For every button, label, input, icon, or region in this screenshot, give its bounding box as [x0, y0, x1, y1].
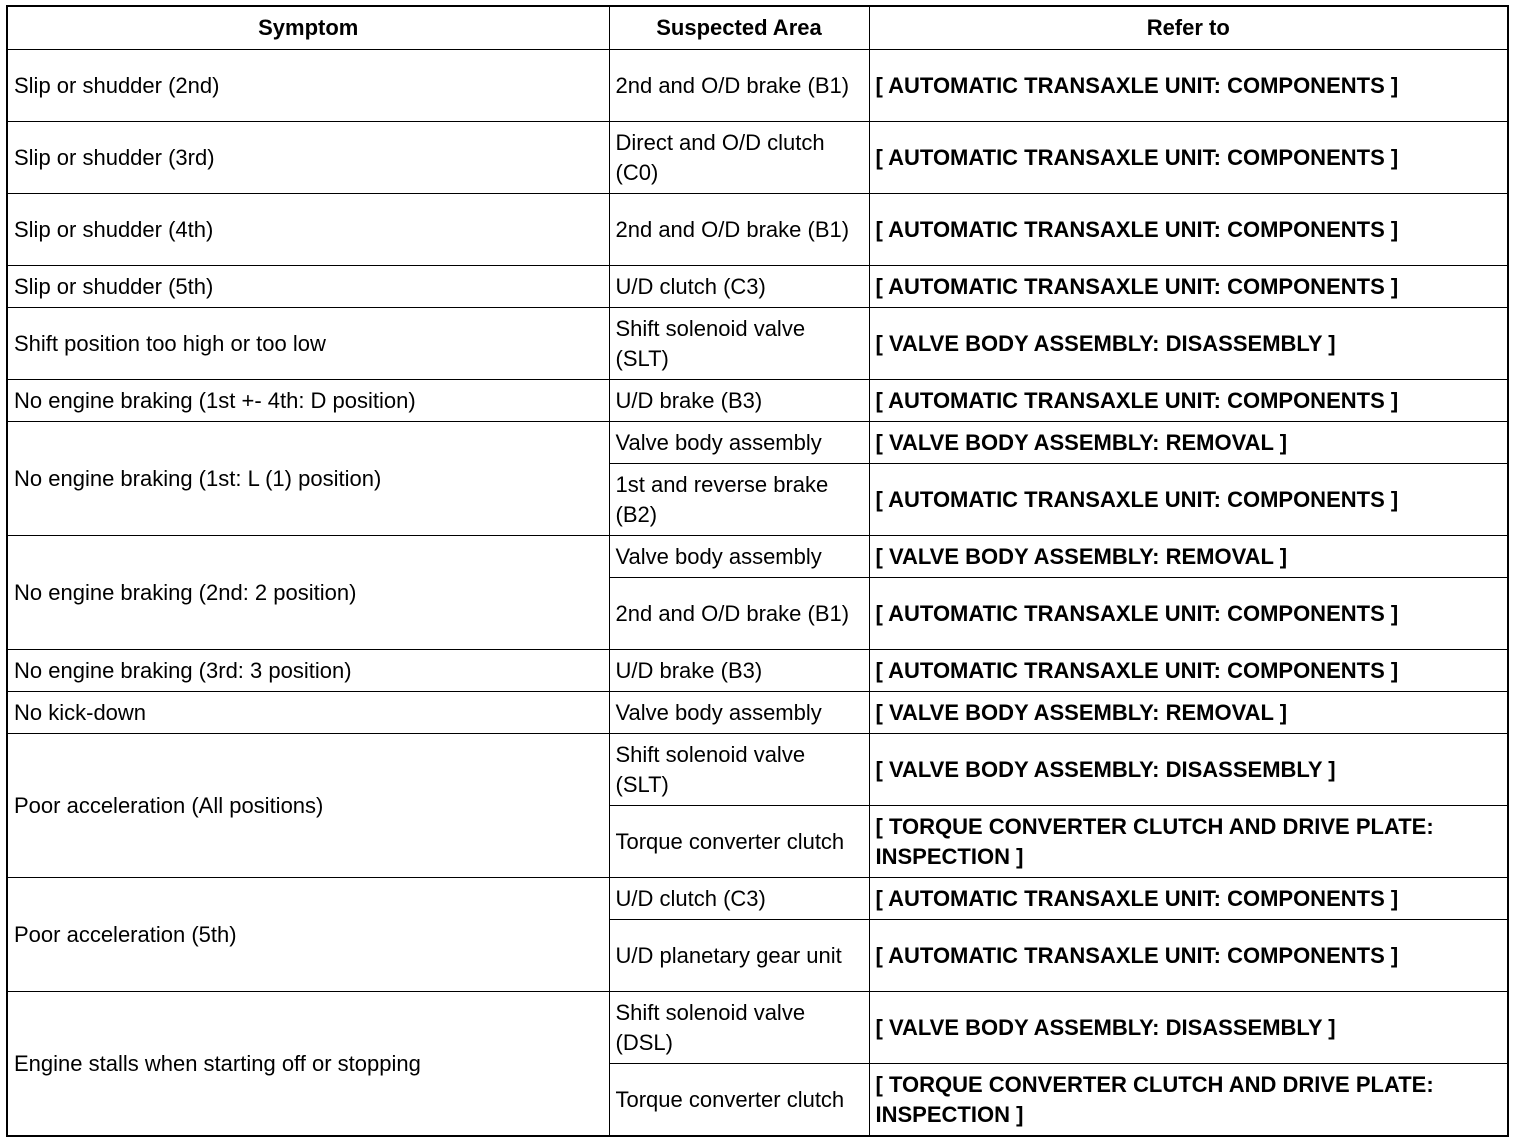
suspected-area-cell: Torque converter clutch	[609, 1064, 869, 1137]
refer-to-link[interactable]: [ AUTOMATIC TRANSAXLE UNIT: COMPONENTS ]	[869, 50, 1508, 122]
symptom-cell: Shift position too high or too low	[7, 308, 609, 380]
header-suspected-area: Suspected Area	[609, 6, 869, 50]
refer-to-link[interactable]: [ AUTOMATIC TRANSAXLE UNIT: COMPONENTS ]	[869, 194, 1508, 266]
symptom-cell: No engine braking (1st: L (1) position)	[7, 422, 609, 536]
refer-to-link[interactable]: [ VALVE BODY ASSEMBLY: DISASSEMBLY ]	[869, 992, 1508, 1064]
table-row	[7, 50, 1508, 122]
table-row	[7, 692, 1508, 734]
suspected-area-cell: U/D brake (B3)	[609, 650, 869, 692]
suspected-area-cell: 2nd and O/D brake (B1)	[609, 578, 869, 650]
suspected-area-cell: U/D planetary gear unit	[609, 920, 869, 992]
table-row	[7, 380, 1508, 422]
suspected-area-cell: 2nd and O/D brake (B1)	[609, 50, 869, 122]
symptom-cell: Slip or shudder (5th)	[7, 266, 609, 308]
suspected-area-cell: U/D brake (B3)	[609, 380, 869, 422]
symptom-cell: Engine stalls when starting off or stopping	[7, 992, 609, 1137]
refer-to-link[interactable]: [ TORQUE CONVERTER CLUTCH AND DRIVE PLATE: INSPECTION ]	[869, 1064, 1508, 1137]
suspected-area-cell: Valve body assembly	[609, 692, 869, 734]
troubleshooting-table	[6, 5, 1509, 1137]
suspected-area-cell: 2nd and O/D brake (B1)	[609, 194, 869, 266]
symptom-cell: Slip or shudder (2nd)	[7, 50, 609, 122]
suspected-area-cell: U/D clutch (C3)	[609, 878, 869, 920]
header-row	[7, 6, 1508, 50]
symptom-cell: Poor acceleration (5th)	[7, 878, 609, 992]
symptom-cell: Poor acceleration (All positions)	[7, 734, 609, 878]
refer-to-link[interactable]: [ VALVE BODY ASSEMBLY: DISASSEMBLY ]	[869, 308, 1508, 380]
symptom-cell: No engine braking (2nd: 2 position)	[7, 536, 609, 650]
table-body	[7, 50, 1508, 1137]
table-row	[7, 308, 1508, 380]
refer-to-link[interactable]: [ AUTOMATIC TRANSAXLE UNIT: COMPONENTS ]	[869, 266, 1508, 308]
refer-to-link[interactable]: [ AUTOMATIC TRANSAXLE UNIT: COMPONENTS ]	[869, 122, 1508, 194]
suspected-area-cell: Torque converter clutch	[609, 806, 869, 878]
suspected-area-cell: Shift solenoid valve (SLT)	[609, 734, 869, 806]
refer-to-link[interactable]: [ VALVE BODY ASSEMBLY: REMOVAL ]	[869, 536, 1508, 578]
table-row	[7, 194, 1508, 266]
refer-to-link[interactable]: [ VALVE BODY ASSEMBLY: REMOVAL ]	[869, 692, 1508, 734]
table-row	[7, 992, 1508, 1064]
symptom-cell: No engine braking (3rd: 3 position)	[7, 650, 609, 692]
symptom-cell: No kick-down	[7, 692, 609, 734]
suspected-area-cell: Valve body assembly	[609, 536, 869, 578]
refer-to-link[interactable]: [ TORQUE CONVERTER CLUTCH AND DRIVE PLATE: INSPECTION ]	[869, 806, 1508, 878]
refer-to-link[interactable]: [ AUTOMATIC TRANSAXLE UNIT: COMPONENTS ]	[869, 878, 1508, 920]
suspected-area-cell: U/D clutch (C3)	[609, 266, 869, 308]
table-row	[7, 122, 1508, 194]
symptom-cell: Slip or shudder (4th)	[7, 194, 609, 266]
table-row	[7, 266, 1508, 308]
suspected-area-cell: Direct and O/D clutch (C0)	[609, 122, 869, 194]
refer-to-link[interactable]: [ VALVE BODY ASSEMBLY: DISASSEMBLY ]	[869, 734, 1508, 806]
refer-to-link[interactable]: [ AUTOMATIC TRANSAXLE UNIT: COMPONENTS ]	[869, 380, 1508, 422]
suspected-area-cell: Shift solenoid valve (SLT)	[609, 308, 869, 380]
refer-to-link[interactable]: [ AUTOMATIC TRANSAXLE UNIT: COMPONENTS ]	[869, 920, 1508, 992]
header-refer-to: Refer to	[869, 6, 1508, 50]
table-row	[7, 536, 1508, 578]
table-row	[7, 650, 1508, 692]
refer-to-link[interactable]: [ AUTOMATIC TRANSAXLE UNIT: COMPONENTS ]	[869, 578, 1508, 650]
suspected-area-cell: 1st and reverse brake (B2)	[609, 464, 869, 536]
refer-to-link[interactable]: [ AUTOMATIC TRANSAXLE UNIT: COMPONENTS ]	[869, 650, 1508, 692]
refer-to-link[interactable]: [ AUTOMATIC TRANSAXLE UNIT: COMPONENTS ]	[869, 464, 1508, 536]
suspected-area-cell: Valve body assembly	[609, 422, 869, 464]
table-row	[7, 422, 1508, 464]
table-row	[7, 734, 1508, 806]
symptom-cell: Slip or shudder (3rd)	[7, 122, 609, 194]
refer-to-link[interactable]: [ VALVE BODY ASSEMBLY: REMOVAL ]	[869, 422, 1508, 464]
table-row	[7, 878, 1508, 920]
suspected-area-cell: Shift solenoid valve (DSL)	[609, 992, 869, 1064]
header-symptom: Symptom	[7, 6, 609, 50]
symptom-cell: No engine braking (1st +- 4th: D position)	[7, 380, 609, 422]
